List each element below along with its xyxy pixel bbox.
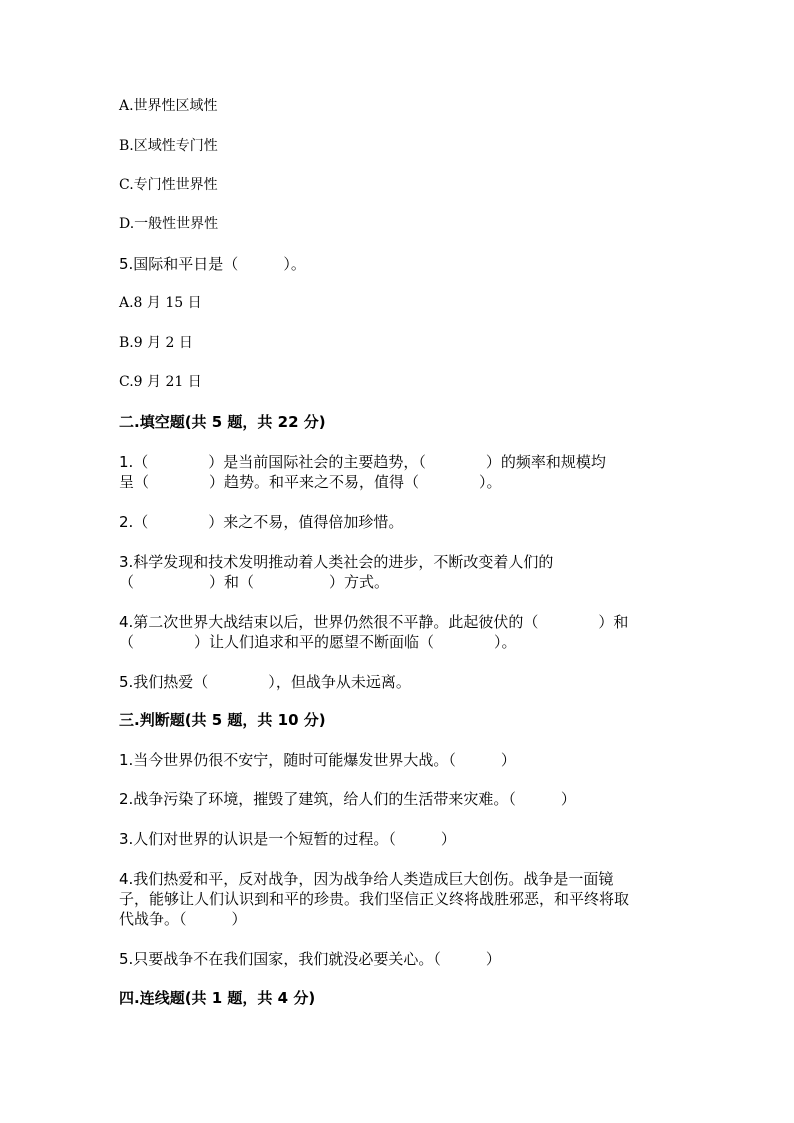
option-a-q4: A.世界性区域性: [119, 98, 218, 114]
judge-q4-line1: 4.我们热爱和平，反对战争，因为战争给人类造成巨大创伤。战争是一面镜: [119, 870, 614, 888]
section-heading-judge: 三.判断题(共 5 题，共 10 分): [119, 711, 326, 729]
judge-q4-line3: 代战争。（ ）: [119, 910, 247, 928]
option-c-q5: C.9 月 21 日: [119, 374, 202, 390]
option-b-q4: B.区域性专门性: [119, 138, 218, 154]
judge-q3: 3.人们对世界的认识是一个短暂的过程。（ ）: [119, 830, 456, 848]
judge-q2: 2.战争污染了环境，摧毁了建筑，给人们的生活带来灾难。（ ）: [119, 790, 576, 808]
fill-q5: 5.我们热爱（ ），但战争从未远离。: [119, 673, 411, 691]
fill-q3-line1: 3.科学发现和技术发明推动着人类社会的进步，不断改变着人们的: [119, 553, 554, 571]
judge-q5: 5.只要战争不在我们国家，我们就没必要关心。（ ）: [119, 950, 501, 968]
question-5-stem: 5.国际和平日是（ ）。: [119, 255, 306, 273]
judge-q4-line2: 子，能够让人们认识到和平的珍贵。我们坚信正义终将战胜邪恶，和平终将取: [119, 890, 630, 908]
judge-q1: 1.当今世界仍很不安宁，随时可能爆发世界大战。（ ）: [119, 751, 516, 769]
section-heading-fill: 二.填空题(共 5 题，共 22 分): [119, 413, 326, 431]
option-c-q4: C.专门性世界性: [119, 177, 218, 193]
fill-q1-line2: 呈（ ）趋势。和平来之不易，值得（ ）。: [119, 473, 502, 491]
fill-q2: 2.（ ）来之不易，值得倍加珍惜。: [119, 513, 404, 531]
fill-q4-line1: 4.第二次世界大战结束以后，世界仍然很不平静。此起彼伏的（ ）和: [119, 613, 629, 631]
option-b-q5: B.9 月 2 日: [119, 335, 193, 351]
fill-q1-line1: 1.（ ）是当前国际社会的主要趋势，（ ）的频率和规模均: [119, 453, 606, 471]
option-d-q4: D.一般性世界性: [119, 216, 219, 232]
fill-q4-line2: （ ）让人们追求和平的愿望不断面临（ ）。: [119, 633, 517, 651]
option-a-q5: A.8 月 15 日: [119, 295, 202, 311]
fill-q3-line2: （ ）和（ ）方式。: [119, 573, 390, 591]
section-heading-match: 四.连线题(共 1 题，共 4 分): [119, 989, 316, 1007]
